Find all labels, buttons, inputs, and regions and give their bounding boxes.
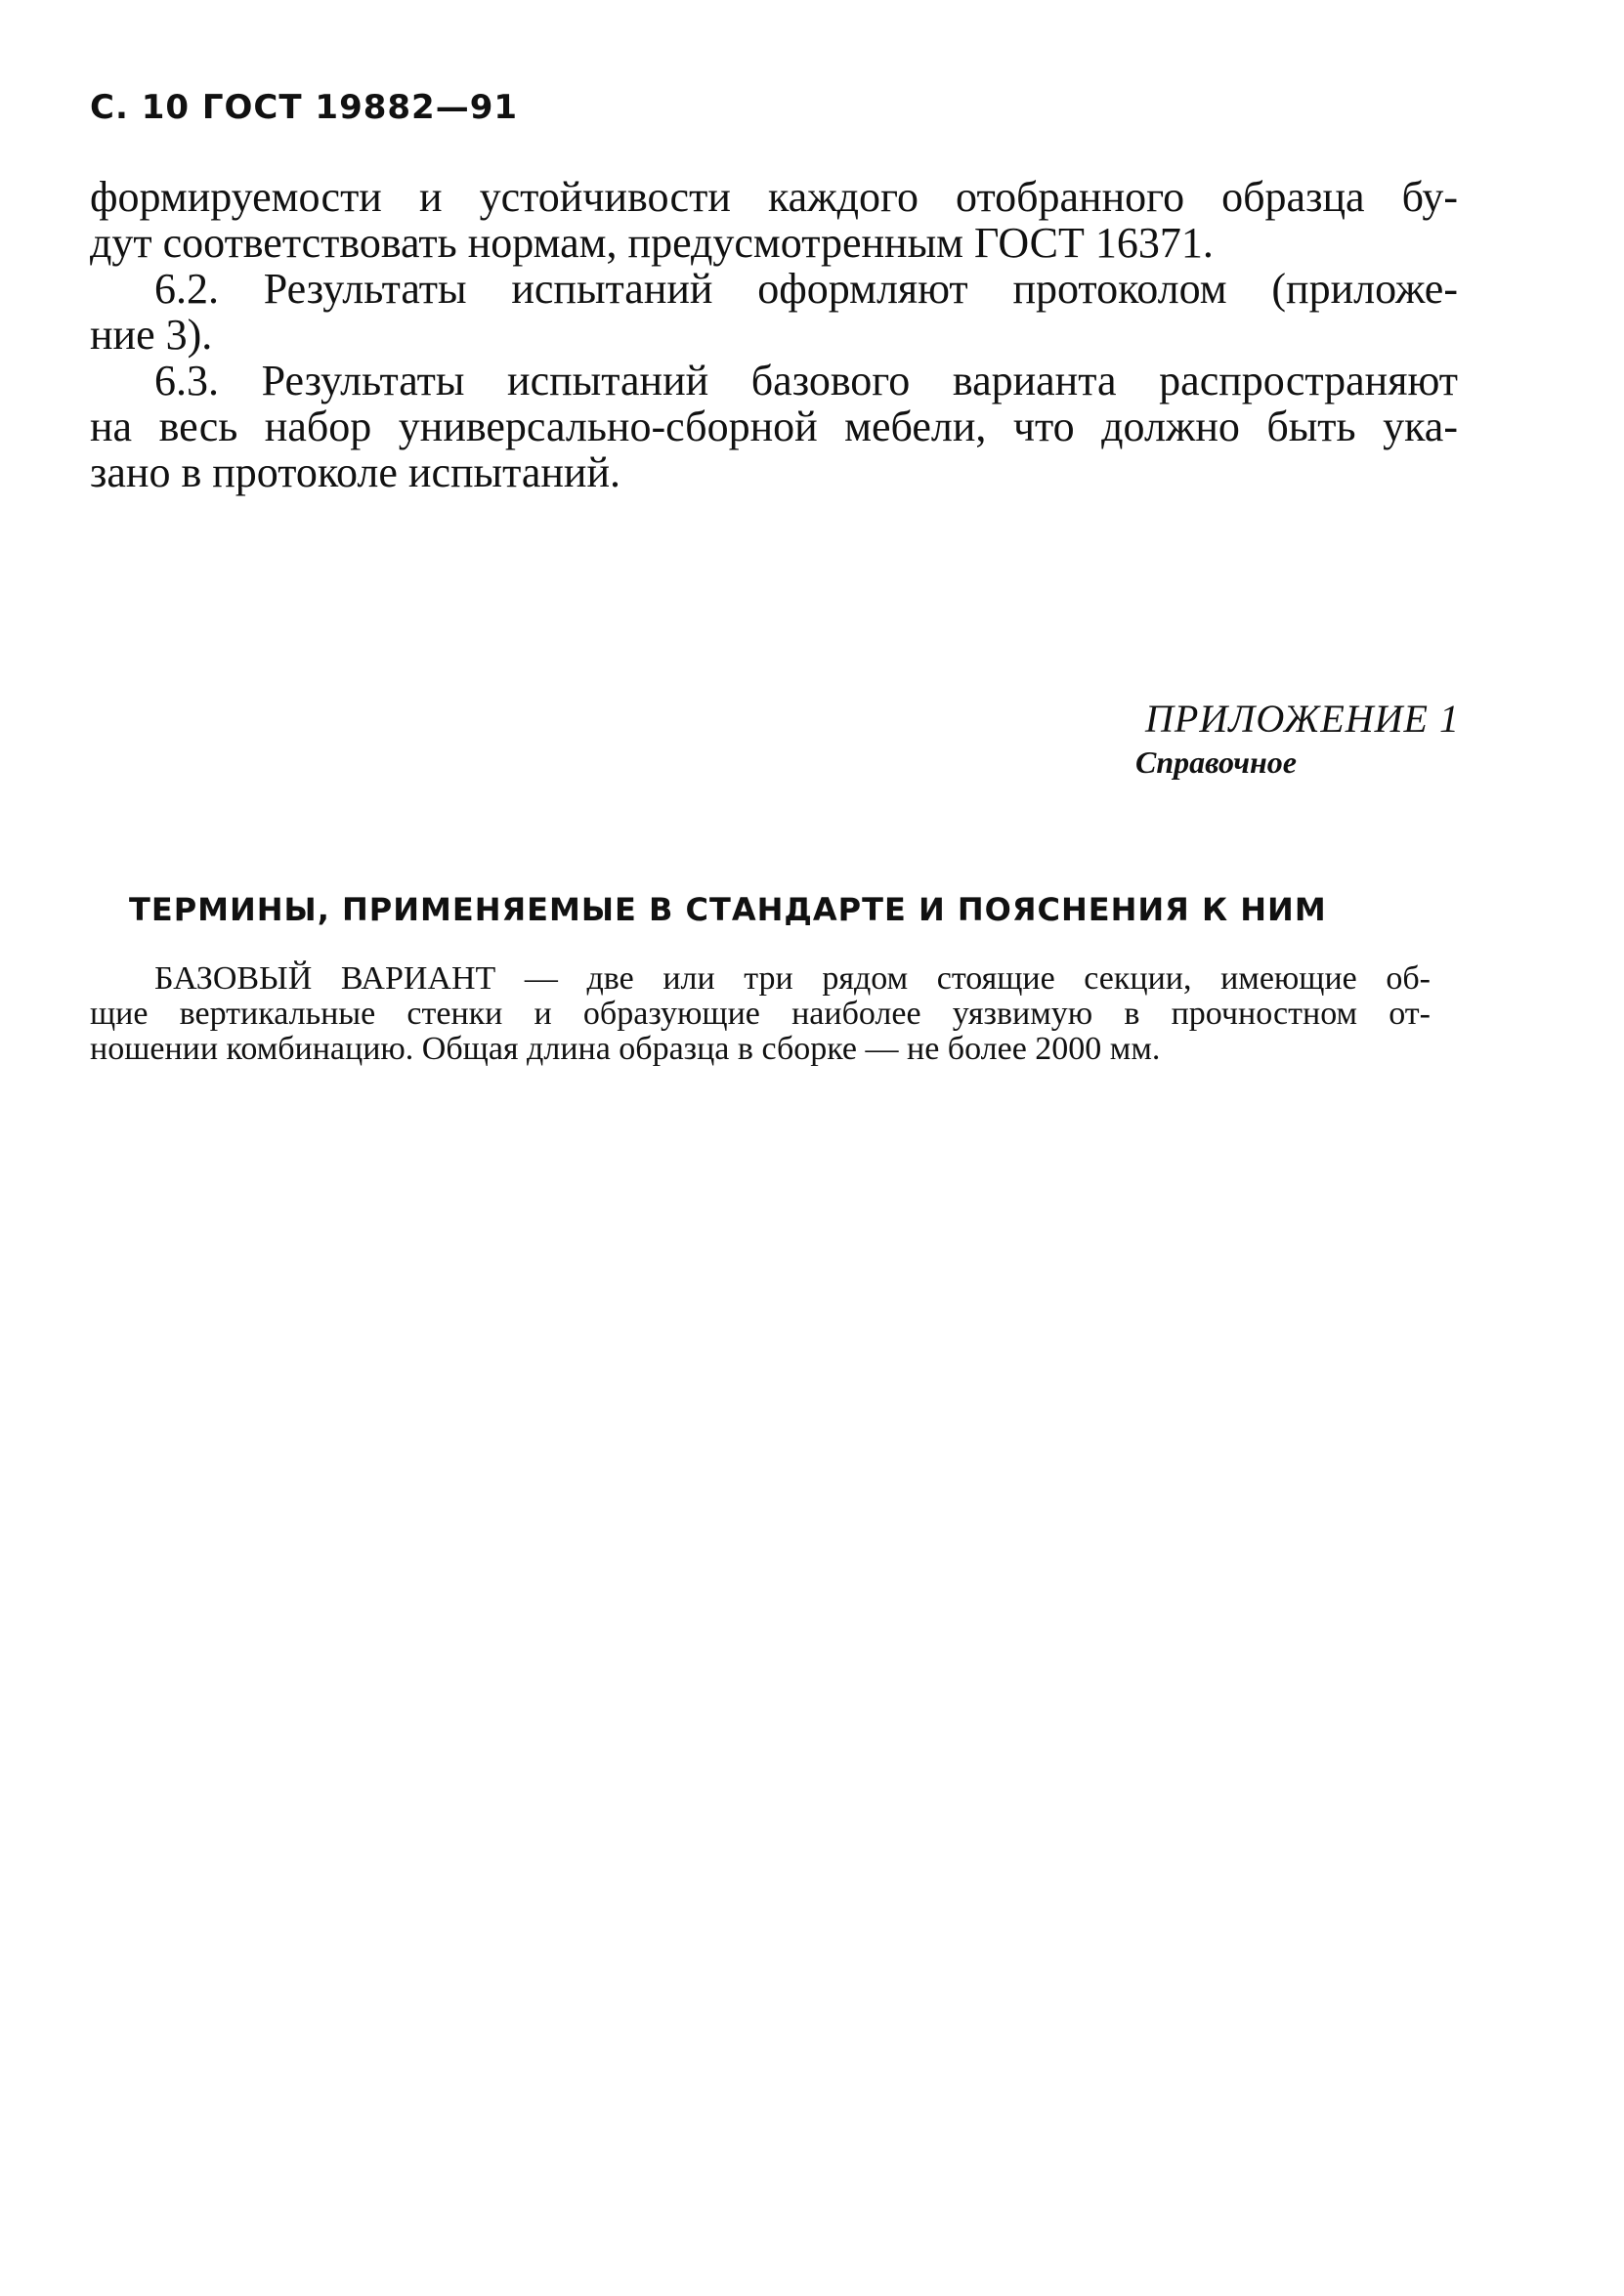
text-line: дут соответствовать нормам, предусмотренным ГОСТ 16371. xyxy=(90,219,1214,267)
text-line: формируемости и устойчивости каждого отобранного образца бу- xyxy=(90,173,1458,221)
paragraph-6-2 xyxy=(90,266,1458,358)
paragraph-intro xyxy=(90,174,1458,266)
text-line: ние 3). xyxy=(90,311,213,359)
text-line: ношении комбинацию. Общая длина образца в сборке — не более 2000 мм. xyxy=(90,1031,1161,1067)
text-line: БАЗОВЫЙ ВАРИАНТ — две или три рядом стоящие секции, имеющие об- xyxy=(154,960,1431,997)
appendix-type: Справочное xyxy=(1135,744,1297,780)
text-line: щие вертикальные стенки и образующие наиболее уязвимую в прочностном от- xyxy=(90,996,1431,1032)
text-line: 6.3. Результаты испытаний базового варианта распространяют xyxy=(154,357,1458,404)
text-line: зано в протоколе испытаний. xyxy=(90,448,621,496)
page-header: С. 10 ГОСТ 19882—91 xyxy=(90,88,519,127)
text-line: на весь набор универсально-сборной мебели, что должно быть ука- xyxy=(90,403,1458,450)
text-line: 6.2. Результаты испытаний оформляют протоколом (приложе- xyxy=(154,265,1458,313)
appendix-label: ПРИЛОЖЕНИЕ 1 xyxy=(1145,697,1460,741)
appendix-title: ТЕРМИНЫ, ПРИМЕНЯЕМЫЕ В СТАНДАРТЕ И ПОЯСНЕНИЯ К НИМ xyxy=(129,891,1327,928)
paragraph-6-3 xyxy=(90,358,1458,495)
term-definition xyxy=(90,961,1431,1067)
